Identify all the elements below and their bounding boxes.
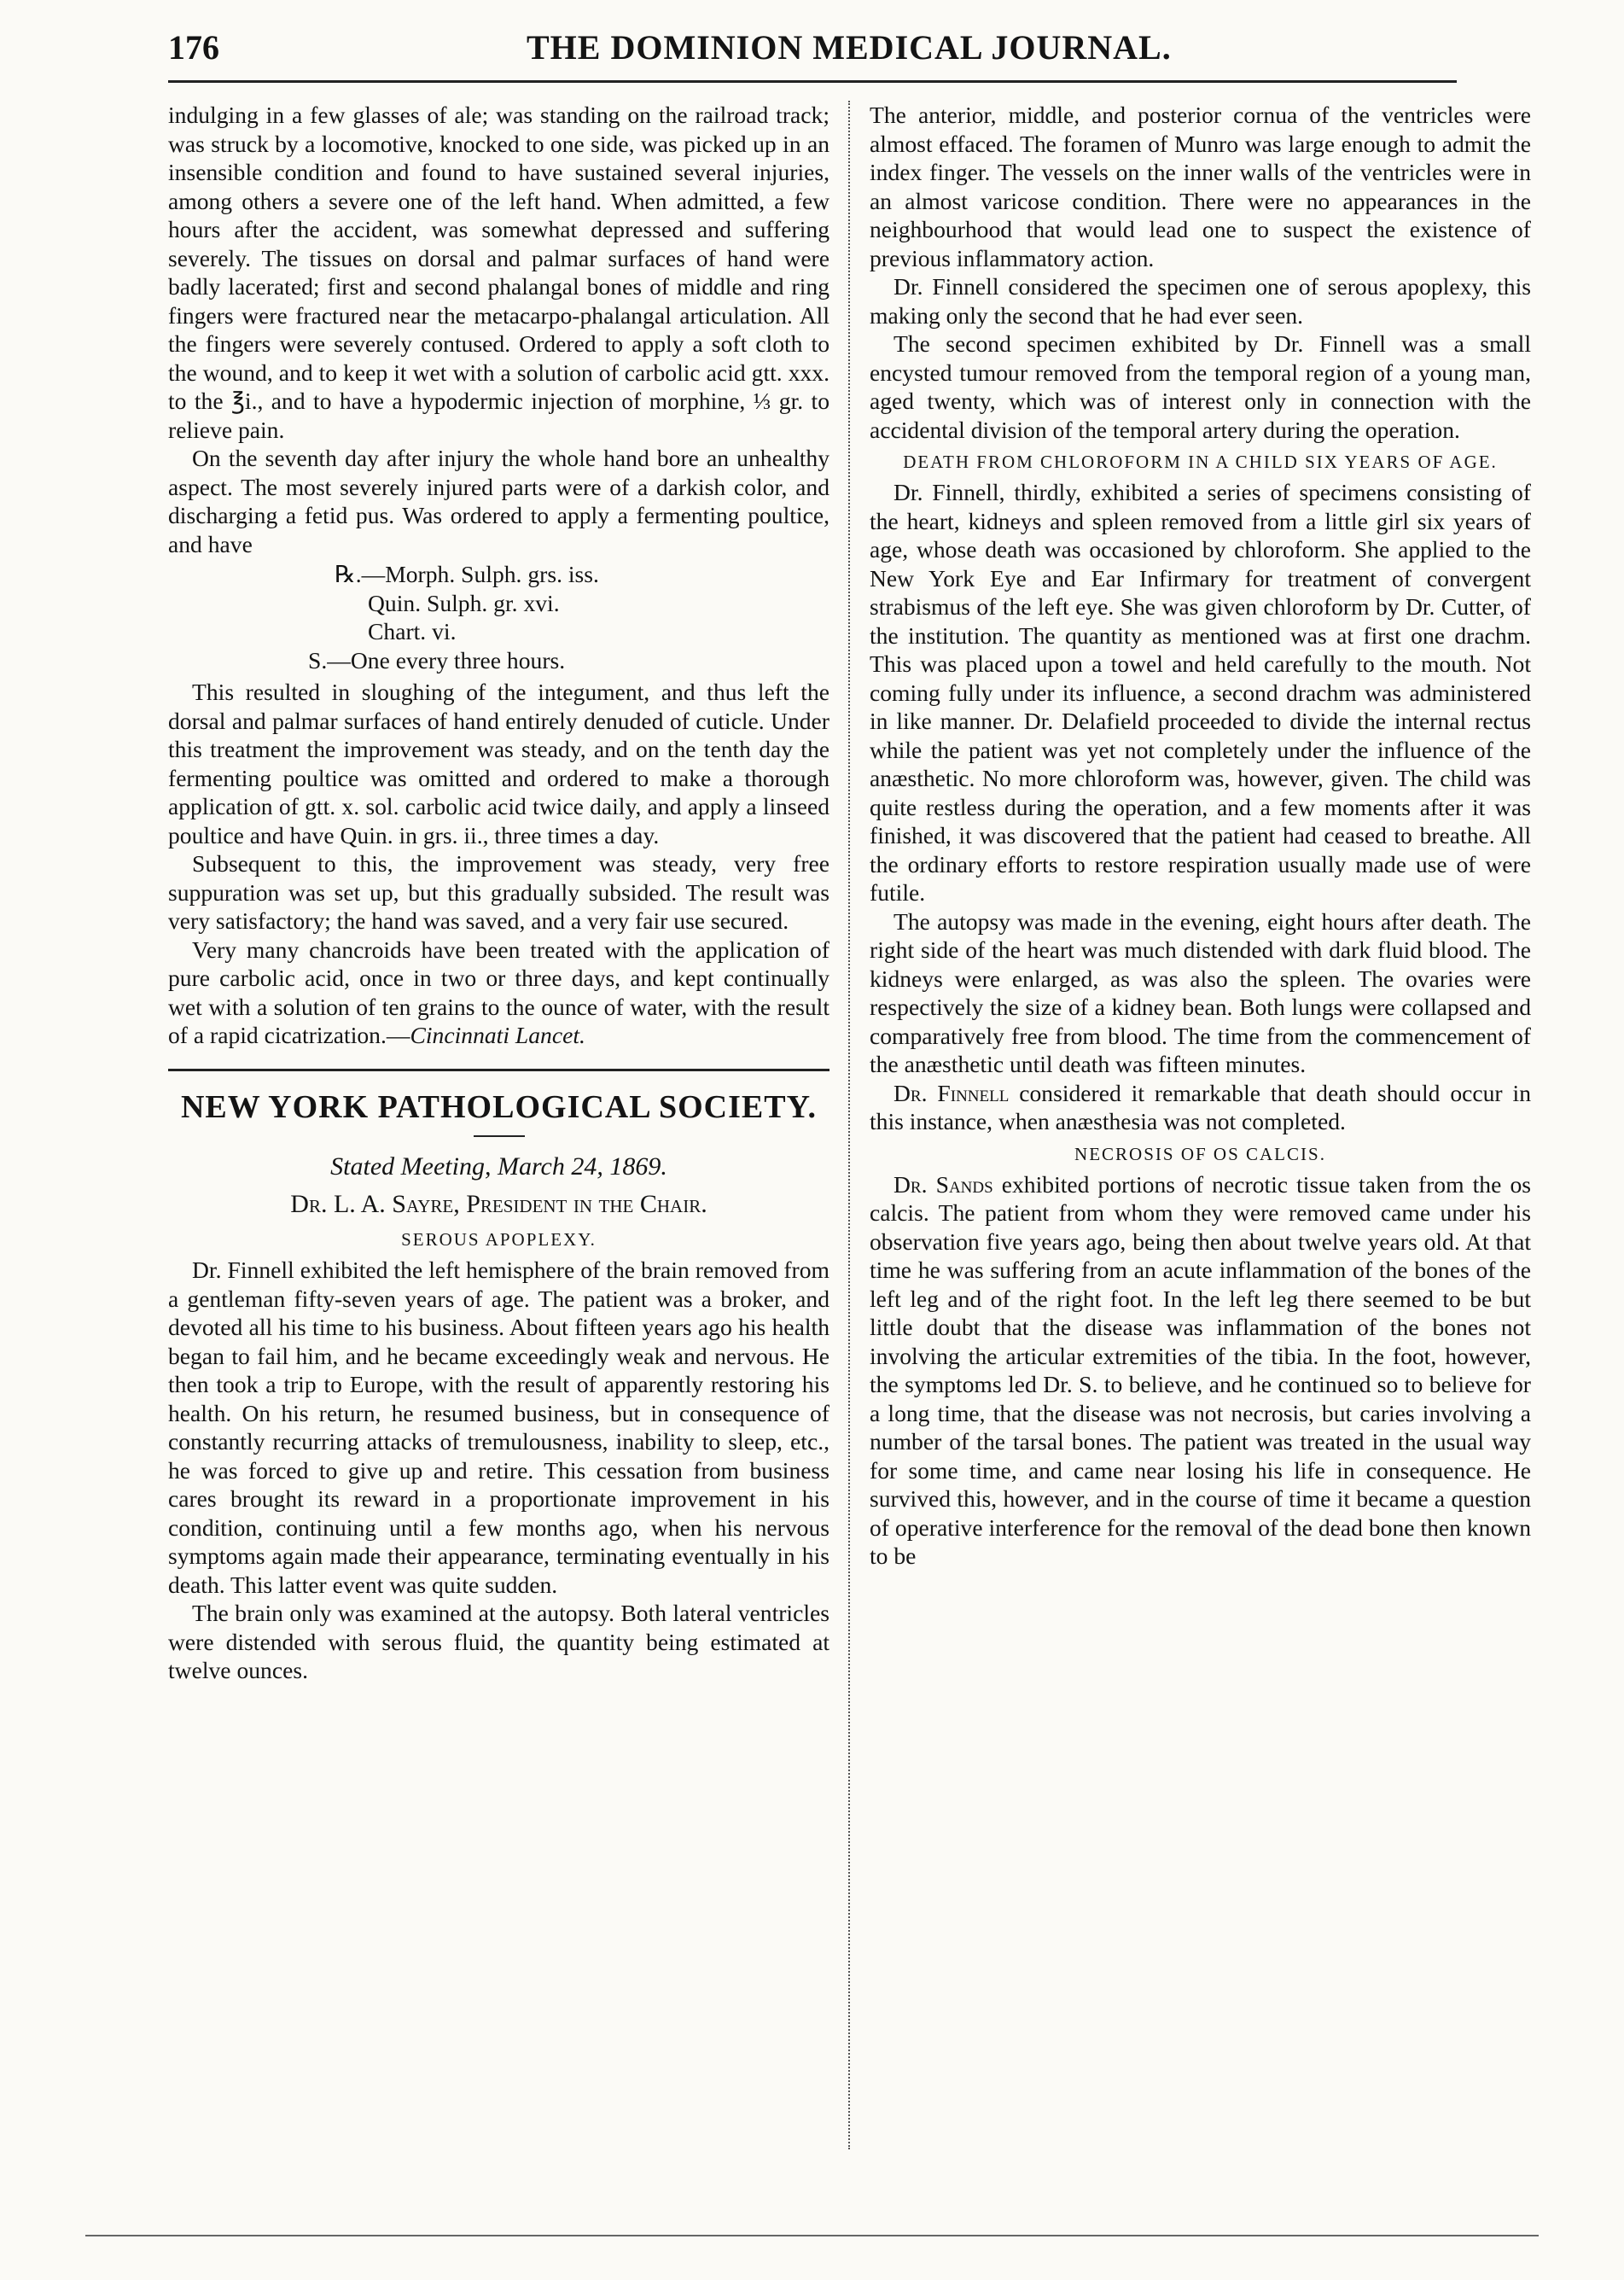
paragraph: Subsequent to this, the improvement was steady, very free suppuration was set up, but this gradually subsided. The result was very satisfactory; the hand was saved, and a very fair use secured.: [168, 850, 829, 934]
meeting-chair: Dr. L. A. Sayre, President in the Chair.: [290, 1189, 707, 1218]
short-rule: [474, 1135, 525, 1137]
paragraph: [870, 1170, 1531, 1571]
column-divider: [848, 101, 850, 2149]
paragraph: Dr. Finnell, thirdly, exhibited a series of specimens consisting of the heart, kidneys and spleen removed from a little girl six years of age, whose death was occasioned by chloroform. She applied to the New York Eye and Ear Infirmary for treatment of convergent strabismus of the left eye. She was given chloroform by Dr. Cutter, of the institution. The quantity as mentioned was at first one drachm. This was placed upon a towel and held carefully to the mouth. Not coming fully under its influence, a second drachm was administered in like manner. Dr. Delafield proceeded to divide the internal rectus while the patient was yet not completely under the influence of the anæsthetic. No more chloroform was, however, given. The child was quite restless during the operation, and a few moments after it was finished, it was discovered that the patient had ceased to breathe. All the ordinary efforts to restore respiration usually made use of were futile.: [870, 479, 1531, 906]
paragraph: The autopsy was made in the evening, eight hours after death. The right side of the heart was much distended with dark fluid blood. The kidneys were enlarged, as was also the spleen. The ovaries were respectively the size of a kidney bean. Both lungs were collapsed and comparatively free from blood. The time from the commencement of the anæsthetic until death was fifteen minutes.: [870, 907, 1531, 1077]
prescription-line: Quin. Sulph. gr. xvi.: [368, 589, 560, 616]
paragraph: Dr. Finnell considered the specimen one of serous apoplexy, this making only the second that he had ever seen.: [870, 273, 1531, 329]
subsection-heading: NECROSIS OF OS CALCIS.: [1074, 1143, 1326, 1164]
speaker-name: Dr. Finnell: [893, 1079, 1010, 1106]
paragraph-text: exhibited portions of necrotic tissue taken from the os calcis. The patient from whom they were removed came under his observation five years ago, being then about twelve years old. At that time he was suffering from an acute inflammation of the bones of the left leg and of the right foot. In the left leg there seemed to be but little doubt that the disease was inflammation of the bones not involving the articular extremities of the tibia. In the foot, however, the symptoms led Dr. S. to believe, and he continued so to believe for a long time, that the disease was not necrosis, but caries involving a number of the tarsal bones. The patient was treated in the usual way for some time, and came near losing his life in consequence. He survived this, however, and in the course of time it became a question of operative interference for the removal of the dead bone then known to be: [870, 1170, 1531, 1569]
subsection-heading: SEROUS APOPLEXY.: [401, 1229, 597, 1250]
paragraph: [168, 936, 829, 1050]
left-column: [168, 101, 829, 1685]
bottom-rule: [85, 2235, 1539, 2236]
speaker-name: Dr. Sands: [893, 1170, 993, 1198]
section-rule: [168, 1069, 829, 1071]
journal-title: THE DOMINION MEDICAL JOURNAL.: [527, 28, 1172, 67]
page-header: [168, 20, 1457, 82]
paragraph: indulging in a few glasses of ale; was standing on the railroad track; was struck by a locomotive, knocked to one side, was picked up in an insensible condition and found to have sustained several injuries, among others a severe one of the left hand. When admitted, a few hours after the accident, was somewhat depressed and suffering severely. The tissues on dorsal and palmar surfaces of hand were badly lacerated; first and second phalangal bones of middle and ring fingers were fractured near the metacarpo-phalangal articulation. All the fingers were severely contused. Ordered to apply a soft cloth to the wound, and to keep it wet with a solution of carbolic acid gtt. xxx. to the ℥i., and to have a hypodermic injection of morphine, ⅓ gr. to relieve pain.: [168, 102, 829, 443]
subsection-heading: DEATH FROM CHLOROFORM IN A CHILD SIX YEARS OF AGE.: [903, 452, 1498, 472]
paragraph-text: Very many chancroids have been treated with the application of pure carbolic acid, once in two or three days, and kept continually wet with a solution of ten grains to the ounce of water, with the result of a rapid cicatrization.—: [168, 936, 829, 1048]
page-number: 176: [168, 28, 219, 67]
prescription-line: Chart. vi.: [368, 618, 457, 644]
paragraph: The anterior, middle, and posterior cornua of the ventricles were almost effaced. The foramen of Munro was large enough to admit the index finger. The vessels on the inner walls of the ventricles were in an almost varicose condition. There were no appearances in the neighbourhood that would lead one to suspect the existence of previous inflammatory action.: [870, 102, 1531, 271]
prescription: [168, 560, 829, 674]
paragraph-text: considered it remarkable that death should occur in this instance, when anæsthesia was not completed.: [870, 1079, 1531, 1134]
paragraph: The brain only was examined at the autopsy. Both lateral ventricles were distended with serous fluid, the quantity being estimated at twelve ounces.: [168, 1600, 829, 1683]
paragraph: This resulted in sloughing of the integument, and thus left the dorsal and palmar surfaces of hand entirely denuded of cuticle. Under this treatment the improvement was steady, and on the tenth day the fermenting poultice was omitted and ordered to make a thorough application of gtt. x. sol. carbolic acid twice daily, and apply a linseed poultice and have Quin. in grs. ii., three times a day.: [168, 679, 829, 848]
header-rule: [168, 80, 1457, 83]
section-title: NEW YORK PATHOLOGICAL SOCIETY.: [180, 1088, 818, 1125]
citation: Cincinnati Lancet.: [410, 1022, 585, 1048]
paragraph: On the seventh day after injury the whole hand bore an unhealthy aspect. The most severely injured parts were of a darkish color, and discharging a fetid pus. Was ordered to apply a fermenting poultice, and have: [168, 445, 829, 557]
meeting-date: Stated Meeting, March 24, 1869.: [330, 1152, 667, 1181]
prescription-line: S.—One every three hours.: [308, 646, 566, 674]
paragraph: Dr. Finnell exhibited the left hemisphere of the brain removed from a gentleman fifty-seven years of age. The patient was a broker, and devoted all his time to his business. About fifteen years ago his health began to fail him, and he became exceedingly weak and nervous. He then took a trip to Europe, with the result of apparently restoring his health. On his return, he resumed business, but in consequence of constantly recurring attacks of tremulousness, inability to sleep, etc., he was forced to give up and retire. This cessation from business cares brought its reward in a proportionate improvement in his condition, continuing until a few months ago, when his nervous symptoms again made their appearance, terminating eventually in his death. This latter event was quite sudden.: [168, 1257, 829, 1598]
paragraph: [870, 1079, 1531, 1136]
paragraph: The second specimen exhibited by Dr. Finnell was a small encysted tumour removed from the temporal region of a young man, aged twenty, which was of interest only in connection with the accidental division of the temporal artery during the operation.: [870, 330, 1531, 443]
prescription-line: ℞.—Morph. Sulph. grs. iss.: [335, 561, 599, 587]
right-column: [870, 101, 1531, 1571]
